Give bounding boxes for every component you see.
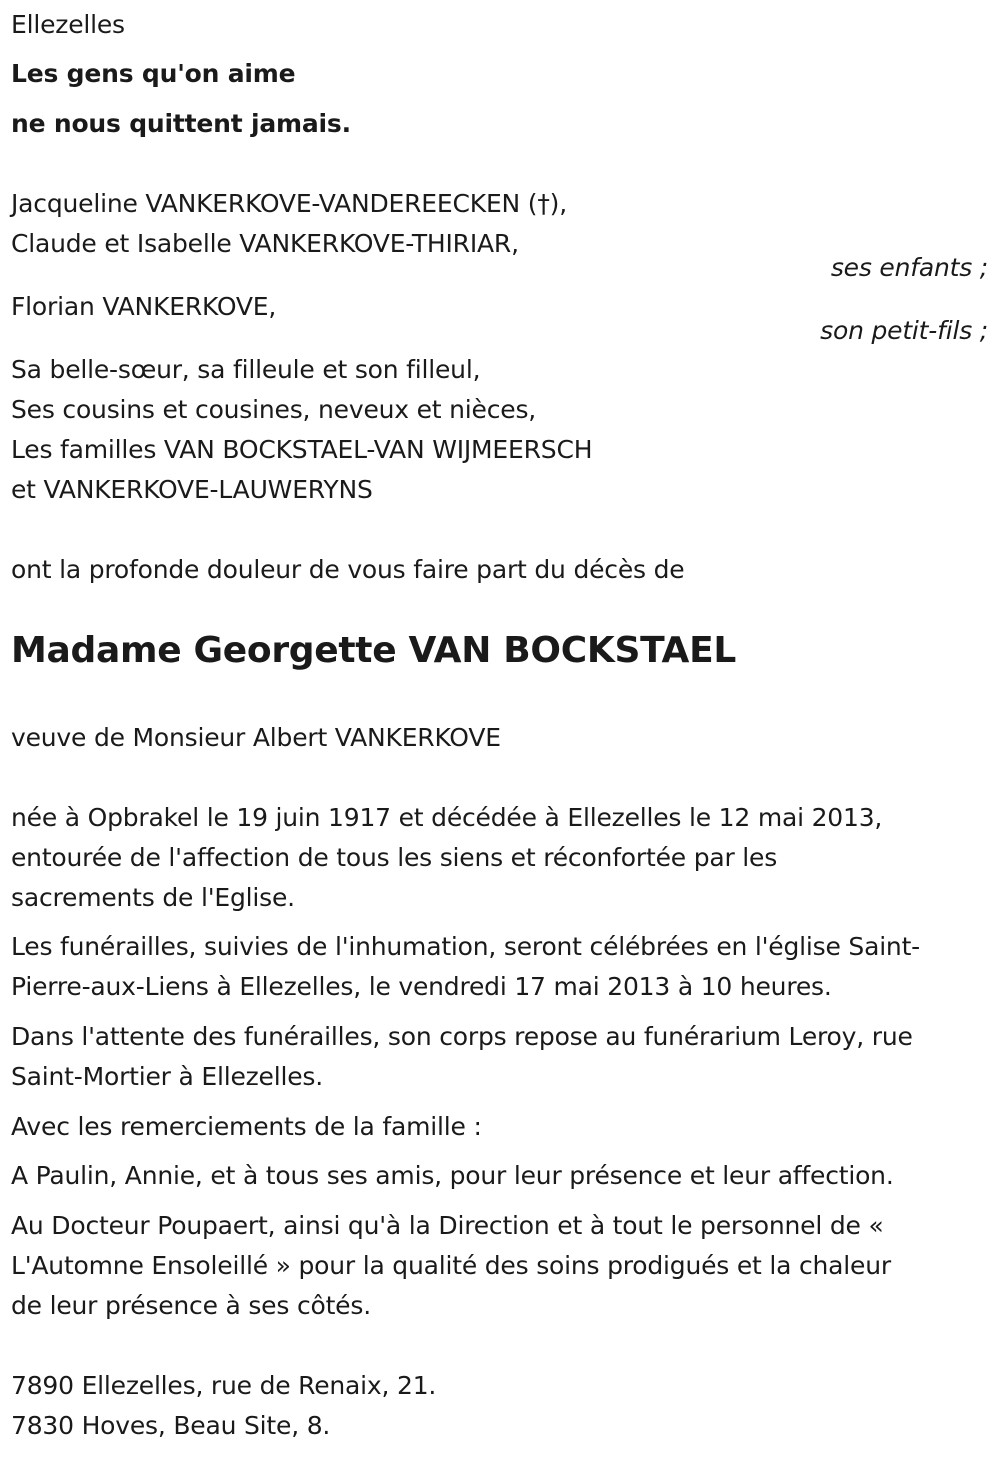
address-line-2: 7830 Hoves, Beau Site, 8.: [11, 1411, 331, 1440]
funeral-line-1: Les funérailles, suivies de l'inhumation, seront célébrées en l'église Saint-: [11, 932, 921, 961]
thanks-line-3: L'Automne Ensoleillé » pour la qualité des soins prodigués et la chaleur: [11, 1251, 891, 1280]
funeral-line-2: Pierre-aux-Liens à Ellezelles, le vendredi 17 mai 2013 à 10 heures.: [11, 972, 832, 1001]
quote-line-1: Les gens qu'on aime: [11, 59, 296, 88]
thanks-intro: Avec les remerciements de la famille :: [11, 1112, 482, 1141]
thanks-line-4: de leur présence à ses côtés.: [11, 1291, 371, 1320]
birth-death-line-1: née à Opbrakel le 19 juin 1917 et décédée à Ellezelles le 12 mai 2013,: [11, 803, 883, 832]
family-line-1: Jacqueline VANKERKOVE-VANDEREECKEN (†),: [11, 189, 567, 218]
family-line-7: et VANKERKOVE-LAUWERYNS: [11, 475, 373, 504]
role-grandson: son petit-fils ;: [820, 316, 988, 345]
family-line-6: Les familles VAN BOCKSTAEL-VAN WIJMEERSCH: [11, 435, 593, 464]
role-children: ses enfants ;: [830, 253, 988, 282]
quote-line-2: ne nous quittent jamais.: [11, 109, 351, 138]
family-line-3: Florian VANKERKOVE,: [11, 292, 277, 321]
thanks-line-1: A Paulin, Annie, et à tous ses amis, pour leur présence et leur affection.: [11, 1161, 894, 1190]
family-line-2: Claude et Isabelle VANKERKOVE-THIRIAR,: [11, 229, 519, 258]
announcement-text: ont la profonde douleur de vous faire part du décès de: [11, 555, 685, 584]
birth-death-line-3: sacrements de l'Eglise.: [11, 883, 295, 912]
repose-line-1: Dans l'attente des funérailles, son corps repose au funérarium Leroy, rue: [11, 1022, 913, 1051]
birth-death-line-2: entourée de l'affection de tous les siens et réconfortée par les: [11, 843, 778, 872]
address-line-1: 7890 Ellezelles, rue de Renaix, 21.: [11, 1371, 437, 1400]
deceased-name: Madame Georgette VAN BOCKSTAEL: [11, 630, 737, 671]
family-line-5: Ses cousins et cousines, neveux et nièces,: [11, 395, 537, 424]
widow-of-text: veuve de Monsieur Albert VANKERKOVE: [11, 723, 501, 752]
place-heading: Ellezelles: [11, 10, 125, 39]
thanks-line-2: Au Docteur Poupaert, ainsi qu'à la Direction et à tout le personnel de «: [11, 1211, 884, 1240]
repose-line-2: Saint-Mortier à Ellezelles.: [11, 1062, 323, 1091]
family-line-4: Sa belle-sœur, sa filleule et son filleul,: [11, 355, 481, 384]
